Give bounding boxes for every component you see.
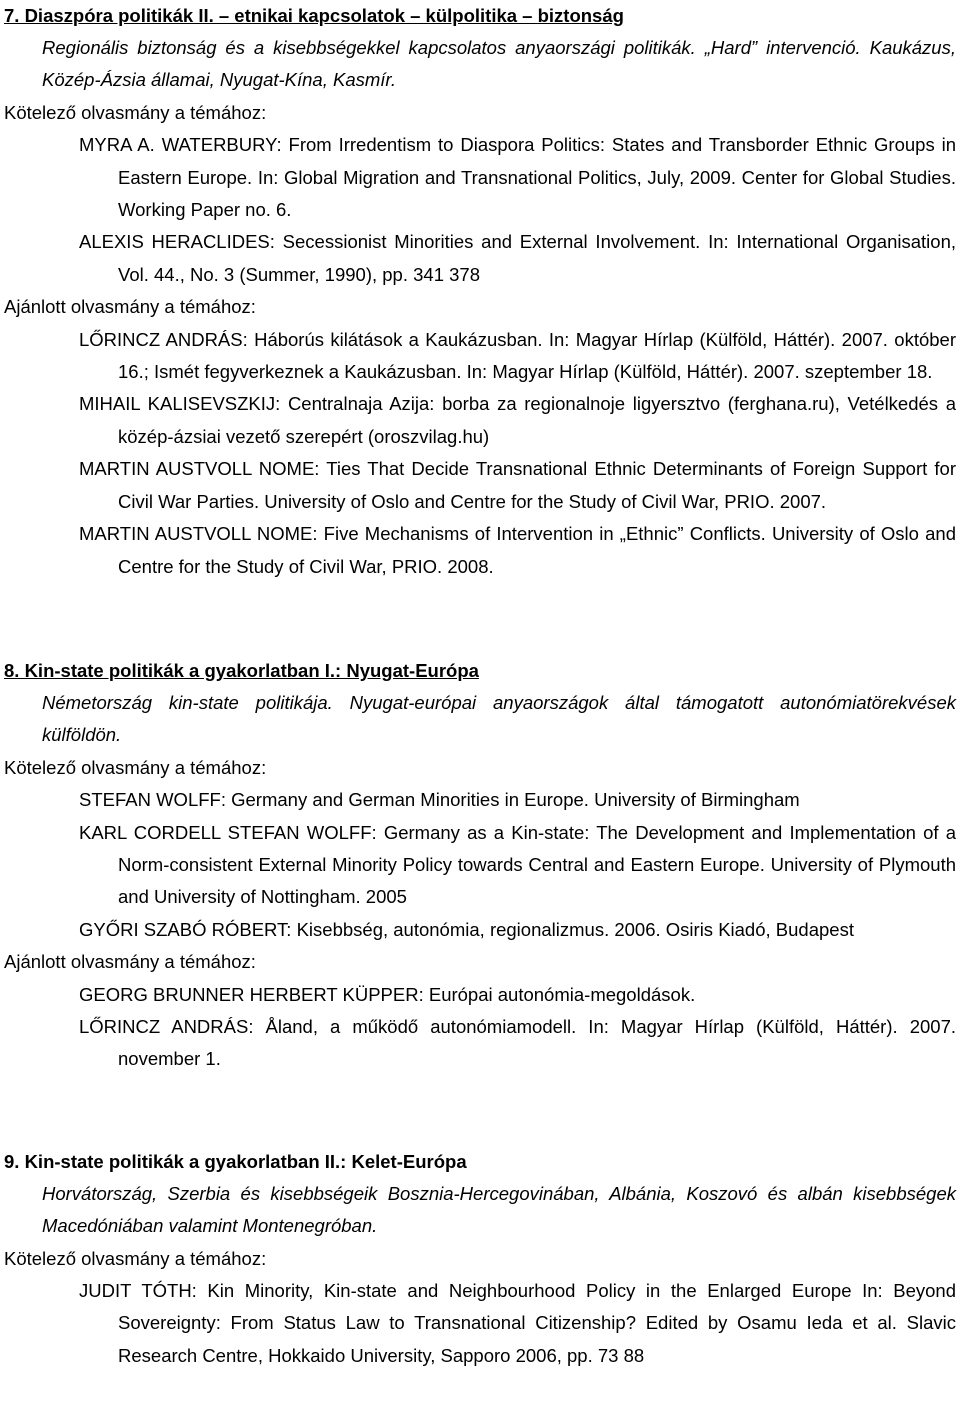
reference-item: MARTIN AUSTVOLL NOME: Five Mechanisms of Intervention in „Ethnic” Conflicts. University of Oslo and Centre for the Study of Civil War, PRIO. 2008.	[79, 523, 956, 577]
section-heading	[4, 655, 960, 687]
section-intro: Regionális biztonság és a kisebbségekkel kapcsolatos anyaországi politikák. „Hard” intervenció. Kaukázus, Közép-Ázsia államai, Nyugat-Kína, Kasmír.	[42, 37, 956, 91]
reference-item: LŐRINCZ ANDRÁS: Háborús kilátások a Kaukázusban. In: Magyar Hírlap (Külföld, Háttér). 2007. október 16.; Ismét fegyverkeznek a Kaukázusban. In: Magyar Hírlap (Külföld, Háttér). 2007. szeptember 18.	[79, 328, 956, 383]
section-7	[0, 0, 960, 583]
section-spacer	[0, 1076, 960, 1146]
reference-item: ALEXIS HERACLIDES: Secessionist Minorities and External Involvement. In: International Organisation, Vol. 44., No. 3 (Summer, 1990), pp. 341 378	[79, 231, 956, 285]
required-reading-label: Kötelező olvasmány a témához:	[4, 1247, 267, 1269]
section-spacer	[0, 583, 960, 655]
reference-item: GEORG BRUNNER HERBERT KÜPPER: Európai autonómia-megoldások.	[79, 983, 696, 1005]
reference-item: MIHAIL KALISEVSZKIJ: Centralnaja Azija: borba za regionalnoje ligyersztvo (ferghana.ru), Vetélkedés a közép-ázsiai vezető szerepért (oroszvilag.hu)	[79, 393, 956, 447]
reference-item: LŐRINCZ ANDRÁS: Åland, a működő autonómiamodell. In: Magyar Hírlap (Külföld, Háttér). 2007. november 1.	[79, 1015, 956, 1070]
reference-item: GYŐRI SZABÓ RÓBERT: Kisebbség, autonómia, regionalizmus. 2006. Osiris Kiadó, Budapest	[79, 918, 854, 940]
required-reading-label: Kötelező olvasmány a témához:	[4, 101, 267, 123]
reference-item: MYRA A. WATERBURY: From Irredentism to Diaspora Politics: States and Transborder Ethnic Groups in Eastern Europe. In: Global Migration and Transnational Politics, July, 2009. Center for Global Studies. Working Paper no. 6.	[79, 134, 956, 221]
section-heading-text: 9. Kin-state politikák a gyakorlatban II.: Kelet-Európa	[4, 1150, 467, 1172]
section-8	[0, 655, 960, 1076]
recommended-reading-list	[0, 324, 960, 583]
section-intro: Németország kin-state politikája. Nyugat-európai anyaországok által támogatott autonómiatörekvések külföldön.	[42, 691, 956, 746]
reference-item: KARL CORDELL STEFAN WOLFF: Germany as a Kin-state: The Development and Implementation of a Norm-consistent External Minority Policy towards Central and Eastern Europe. University of Plymouth and University of Nottingham. 2005	[79, 821, 956, 908]
reference-item: MARTIN AUSTVOLL NOME: Ties That Decide Transnational Ethnic Determinants of Foreign Support for Civil War Parties. University of Oslo and Centre for the Study of Civil War, PRIO. 2007.	[79, 458, 956, 512]
section-heading-text: 8. Kin-state politikák a gyakorlatban I.: Nyugat-Európa	[4, 659, 479, 681]
required-reading-list	[0, 784, 960, 946]
section-heading	[4, 1146, 960, 1178]
section-9	[0, 1146, 960, 1372]
reference-item: JUDIT TÓTH: Kin Minority, Kin-state and Neighbourhood Policy in the Enlarged Europe In: Beyond Sovereignty: From Status Law to Transnational Citizenship? Edited by Osamu Ieda et al. Slavic Research Centre, Hokkaido University, Sapporo 2006, pp. 73 88	[79, 1280, 956, 1366]
section-heading	[4, 0, 960, 32]
section-intro: Horvátország, Szerbia és kisebbségeik Bosznia-Hercegovinában, Albánia, Koszovó és albán kisebbségek Macedóniában valamint Montenegróban.	[42, 1182, 956, 1237]
recommended-reading-list	[0, 979, 960, 1076]
reference-item: STEFAN WOLFF: Germany and German Minorities in Europe. University of Birmingham	[79, 789, 800, 811]
section-heading-text: 7. Diaszpóra politikák II. – etnikai kapcsolatok – külpolitika – biztonság	[4, 5, 624, 26]
required-reading-label: Kötelező olvasmány a témához:	[4, 756, 267, 778]
required-reading-list	[0, 129, 960, 291]
required-reading-list	[0, 1275, 960, 1372]
recommended-reading-label: Ajánlott olvasmány a témához:	[4, 296, 256, 318]
recommended-reading-label: Ajánlott olvasmány a témához:	[4, 951, 256, 973]
